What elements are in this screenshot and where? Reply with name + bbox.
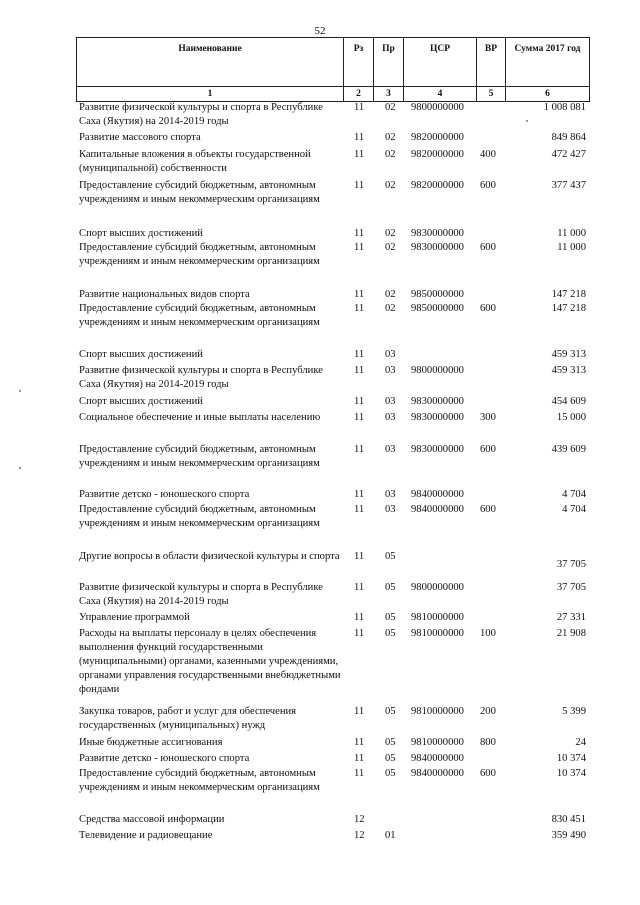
row-rz: 11 (354, 444, 365, 455)
row-name: Спорт высших достижений (79, 396, 203, 407)
row-rz: 11 (354, 551, 365, 562)
row-pr: 03 (385, 396, 396, 407)
scan-speck (19, 390, 21, 392)
row-sum: 5 399 (562, 706, 586, 717)
row-csr: 9840000000 (411, 768, 464, 779)
row-csr: 9830000000 (411, 396, 464, 407)
row-csr: 9810000000 (411, 706, 464, 717)
row-csr: 9820000000 (411, 149, 464, 160)
row-vr: 300 (480, 412, 496, 423)
row-csr: 9840000000 (411, 489, 464, 500)
row-vr: 600 (480, 444, 496, 455)
row-name: Спорт высших достижений (79, 349, 203, 360)
row-rz: 11 (354, 628, 365, 639)
row-rz: 11 (354, 365, 365, 376)
scan-speck (19, 467, 21, 469)
row-name: Развитие физической культуры и спорта в Республике Саха (Якутия) на 2014-2019 годы (79, 365, 323, 390)
page-number: 52 (314, 25, 326, 37)
row-vr: 600 (480, 180, 496, 191)
row-sum: 11 000 (557, 228, 586, 239)
header-rz: Рз (344, 38, 374, 87)
row-sum: 10 374 (556, 753, 586, 764)
table-header (76, 37, 590, 102)
row-rz: 11 (354, 102, 365, 113)
row-sum: 24 (575, 737, 586, 748)
row-pr: 02 (385, 149, 396, 160)
row-sum: 147 218 (551, 303, 586, 314)
row-sum: 37 705 (556, 559, 586, 570)
row-csr: 9840000000 (411, 504, 464, 515)
row-sum: 11 000 (557, 242, 586, 253)
row-csr: 9830000000 (411, 444, 464, 455)
header-num-4: 4 (404, 87, 477, 102)
row-name: Развитие детско - юношеского спорта (79, 753, 250, 764)
row-csr: 9820000000 (411, 180, 464, 191)
row-sum: 15 000 (556, 412, 586, 423)
row-pr: 05 (385, 582, 396, 593)
row-csr: 9850000000 (411, 303, 464, 314)
row-pr: 02 (385, 132, 396, 143)
row-rz: 11 (354, 180, 365, 191)
header-num-2: 2 (344, 87, 374, 102)
row-vr: 200 (480, 706, 496, 717)
row-vr: 100 (480, 628, 496, 639)
row-csr: 9830000000 (411, 412, 464, 423)
row-name: Средства массовой информации (79, 814, 225, 825)
row-sum: 459 313 (551, 365, 586, 376)
row-sum: 4 704 (562, 504, 586, 515)
row-name: Расходы на выплаты персоналу в целях обеспечения выполнения функций государственными (муниципальными) органами, казенными учреждениями, органами управления государственными внебюджетными фондами (79, 628, 341, 695)
row-pr: 05 (385, 551, 396, 562)
row-csr: 9810000000 (411, 628, 464, 639)
row-vr: 600 (480, 303, 496, 314)
row-rz: 11 (354, 489, 365, 500)
row-rz: 11 (354, 582, 365, 593)
row-pr: 02 (385, 102, 396, 113)
row-pr: 03 (385, 349, 396, 360)
row-rz: 11 (354, 303, 365, 314)
row-rz: 12 (354, 830, 365, 841)
row-name: Управление программой (79, 612, 190, 623)
row-name: Спорт высших достижений (79, 228, 203, 239)
row-sum: 830 451 (551, 814, 586, 825)
row-name: Иные бюджетные ассигнования (79, 737, 223, 748)
row-sum: 147 218 (551, 289, 586, 300)
row-sum: 37 705 (556, 582, 586, 593)
row-vr: 600 (480, 504, 496, 515)
row-name: Закупка товаров, работ и услуг для обеспечения государственных (муниципальных) нужд (79, 706, 297, 731)
row-csr: 9810000000 (411, 612, 464, 623)
row-pr: 03 (385, 412, 396, 423)
row-sum: 377 437 (551, 180, 586, 191)
row-pr: 02 (385, 242, 396, 253)
row-sum: 1 008 081 (543, 102, 586, 113)
row-csr: 9800000000 (411, 102, 464, 113)
row-sum: 4 704 (562, 489, 586, 500)
row-csr: 9810000000 (411, 737, 464, 748)
row-csr: 9840000000 (411, 753, 464, 764)
row-rz: 11 (354, 768, 365, 779)
row-pr: 05 (385, 737, 396, 748)
row-rz: 11 (354, 504, 365, 515)
row-name: Предоставление субсидий бюджетным, автономным учреждениям и иным некоммерческим организациям (79, 180, 320, 205)
scan-speck (526, 120, 528, 122)
row-pr: 05 (385, 612, 396, 623)
row-pr: 02 (385, 180, 396, 191)
row-pr: 02 (385, 228, 396, 239)
row-rz: 11 (354, 228, 365, 239)
row-vr: 600 (480, 242, 496, 253)
row-sum: 359 490 (551, 830, 586, 841)
row-csr: 9800000000 (411, 365, 464, 376)
header-num-5: 5 (477, 87, 506, 102)
header-num-6: 6 (506, 87, 590, 102)
row-rz: 11 (354, 706, 365, 717)
row-rz: 11 (354, 612, 365, 623)
row-rz: 11 (354, 132, 365, 143)
row-rz: 11 (354, 412, 365, 423)
row-rz: 11 (354, 349, 365, 360)
row-name: Предоставление субсидий бюджетным, автономным учреждениям и иным некоммерческим организациям (79, 303, 320, 328)
row-pr: 05 (385, 628, 396, 639)
row-vr: 400 (480, 149, 496, 160)
header-csr: ЦСР (404, 38, 477, 87)
row-sum: 439 609 (551, 444, 586, 455)
row-rz: 11 (354, 289, 365, 300)
row-csr: 9830000000 (411, 228, 464, 239)
row-csr: 9850000000 (411, 289, 464, 300)
row-sum: 459 313 (551, 349, 586, 360)
row-rz: 12 (354, 814, 365, 825)
row-pr: 03 (385, 489, 396, 500)
row-name: Капитальные вложения в объекты государственной (муниципальной) собственности (79, 149, 311, 174)
row-name: Телевидение и радиовещание (79, 830, 213, 841)
row-name: Предоставление субсидий бюджетным, автономным учреждениям и иным некоммерческим организациям (79, 242, 320, 267)
row-sum: 10 374 (556, 768, 586, 779)
row-name: Предоставление субсидий бюджетным, автономным учреждениям и иным некоммерческим организациям (79, 444, 320, 469)
header-vr: ВР (477, 38, 506, 87)
row-name: Развитие национальных видов спорта (79, 289, 250, 300)
row-csr: 9800000000 (411, 582, 464, 593)
row-sum: 472 427 (551, 149, 586, 160)
header-pr: Пр (374, 38, 404, 87)
row-rz: 11 (354, 753, 365, 764)
row-pr: 03 (385, 504, 396, 515)
row-sum: 21 908 (556, 628, 586, 639)
row-csr: 9820000000 (411, 132, 464, 143)
row-pr: 03 (385, 365, 396, 376)
row-sum: 454 609 (551, 396, 586, 407)
row-pr: 05 (385, 768, 396, 779)
row-name: Предоставление субсидий бюджетным, автономным учреждениям и иным некоммерческим организациям (79, 504, 320, 529)
header-num-3: 3 (374, 87, 404, 102)
row-name: Развитие массового спорта (79, 132, 201, 143)
row-pr: 05 (385, 706, 396, 717)
row-rz: 11 (354, 242, 365, 253)
row-pr: 02 (385, 289, 396, 300)
row-name: Развитие физической культуры и спорта в Республике Саха (Якутия) на 2014-2019 годы (79, 582, 323, 607)
row-name: Развитие физической культуры и спорта в Республике Саха (Якутия) на 2014-2019 годы (79, 102, 323, 127)
row-rz: 11 (354, 737, 365, 748)
header-sum: Сумма 2017 год (506, 38, 590, 87)
row-rz: 11 (354, 396, 365, 407)
row-pr: 03 (385, 444, 396, 455)
header-num-1: 1 (77, 87, 344, 102)
row-sum: 849 864 (551, 132, 586, 143)
row-name: Предоставление субсидий бюджетным, автономным учреждениям и иным некоммерческим организациям (79, 768, 320, 793)
row-vr: 600 (480, 768, 496, 779)
row-name: Социальное обеспечение и иные выплаты населению (79, 412, 321, 423)
row-pr: 01 (385, 830, 396, 841)
row-pr: 05 (385, 753, 396, 764)
row-csr: 9830000000 (411, 242, 464, 253)
row-rz: 11 (354, 149, 365, 160)
row-pr: 02 (385, 303, 396, 314)
row-vr: 800 (480, 737, 496, 748)
header-name: Наименование (77, 38, 344, 87)
row-sum: 27 331 (556, 612, 586, 623)
row-name: Развитие детско - юношеского спорта (79, 489, 250, 500)
row-name: Другие вопросы в области физической культуры и спорта (79, 551, 340, 562)
